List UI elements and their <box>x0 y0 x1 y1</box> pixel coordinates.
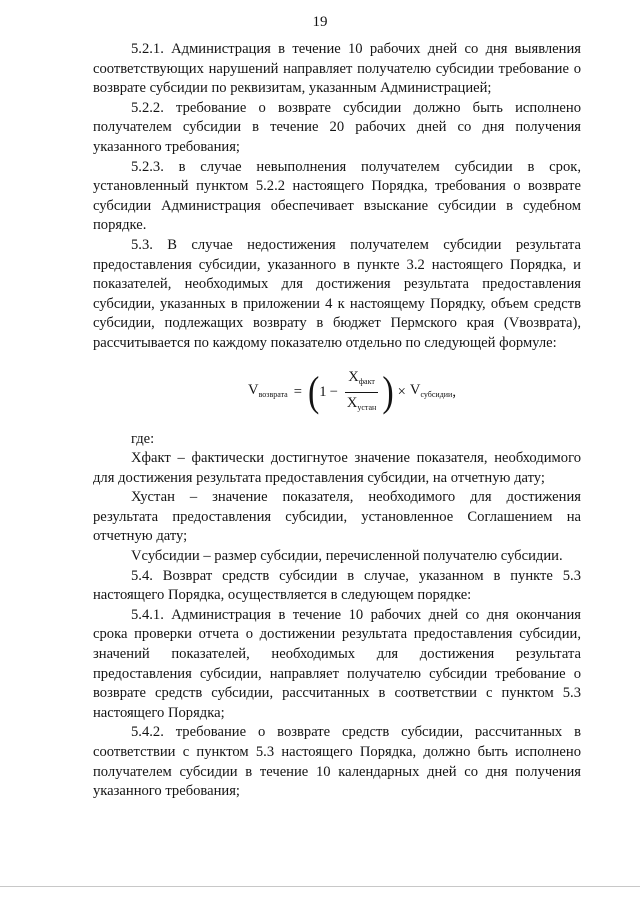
definition-x-fakt: Хфакт – фактически достигнутое значение показателя, необходимого для достижения результата предоставления субсидии, на отчетную дату; <box>93 450 581 486</box>
paragraph-5-2-3: 5.2.3. в случае невыполнения получателем субсидии в срок, установленный пунктом 5.2.2 настоящего Порядка, требования о возврате субсидии Администрация обеспечивает взыскание субсидии в судебном порядке. <box>93 158 581 234</box>
formula-fraction <box>344 368 380 417</box>
formula-v-refund: $V_{возврата}$ <box>248 381 288 399</box>
paragraph-5-4: 5.4. Возврат средств субсидии в случае, указанном в пункте 5.3 настоящего Порядка, осуществляется в следующем порядке: <box>93 567 581 604</box>
paragraph-5-4-1: 5.4.1. Администрация в течение 10 рабочих дней со дня окончания срока проверки отчета о достижении результата предоставления субсидии, значений показателей, необходимых для достижения результата предоставления субсидии, направляет получателю субсидии требование о возврате средств субсидии, рассчитанных в соответствии с пунктом 5.3 настоящего Порядка; <box>93 606 581 721</box>
formula-comma: , <box>452 383 456 400</box>
formula-v-subsidy: $V_{субсидии}$ <box>409 381 453 399</box>
definition-x-ustan: Хустан – значение показателя, необходимого для достижения результата предоставления субсидии, установленное Соглашением на отчетную дату; <box>93 489 581 545</box>
formula-equals: = <box>293 383 302 400</box>
document-body <box>93 40 581 802</box>
definition-v-subsidy: Vсубсидии – размер субсидии, перечисленной получателю субсидии. <box>131 548 563 565</box>
paragraph-5-3: 5.3. В случае недостижения получателем субсидии результата предоставления субсидии, указанного в пункте 3.2 настоящего Порядка, и показателей, необходимых для достижения результата предоставления субсидии, указанных в приложении 4 к настоящему Порядку, объем средств субсидии, подлежащих возврату в бюджет Пермского края (Vвозврата), рассчитывается по каждому показателю отдельно по следующей формуле: <box>93 236 581 351</box>
formula-minus: − <box>329 383 338 400</box>
paragraph-5-2-2: 5.2.2. требование о возврате субсидии должно быть исполнено получателем субсидии в течение 20 рабочих дней со дня получения указанного требования; <box>93 99 581 155</box>
formula-times: × <box>397 383 406 400</box>
formula-left-paren: ( <box>307 368 320 415</box>
formula-denominator: $X_{устан}$ <box>346 395 377 412</box>
paragraph-5-4-2: 5.4.2. требование о возврате средств субсидии, рассчитанных в соответствии с пунктом 5.3 настоящего Порядка, должно быть исполнено получателем субсидии в течение 10 календарных дней со дня получения указанного требования; <box>93 724 581 800</box>
paragraph-5-2-1: 5.2.1. Администрация в течение 10 рабочих дней со дня выявления соответствующих нарушений направляет получателю субсидии требование о возврате субсидии по реквизитам, указанным Администрацией; <box>93 41 581 97</box>
formula-numerator: $X_{факт}$ <box>345 368 378 393</box>
scan-bottom-edge <box>0 886 640 887</box>
refund-formula <box>93 356 581 430</box>
where-label: где: <box>131 430 155 447</box>
formula-right-paren: ) <box>382 368 394 415</box>
formula-one: 1 <box>319 383 327 400</box>
page-number: 19 <box>312 14 328 30</box>
